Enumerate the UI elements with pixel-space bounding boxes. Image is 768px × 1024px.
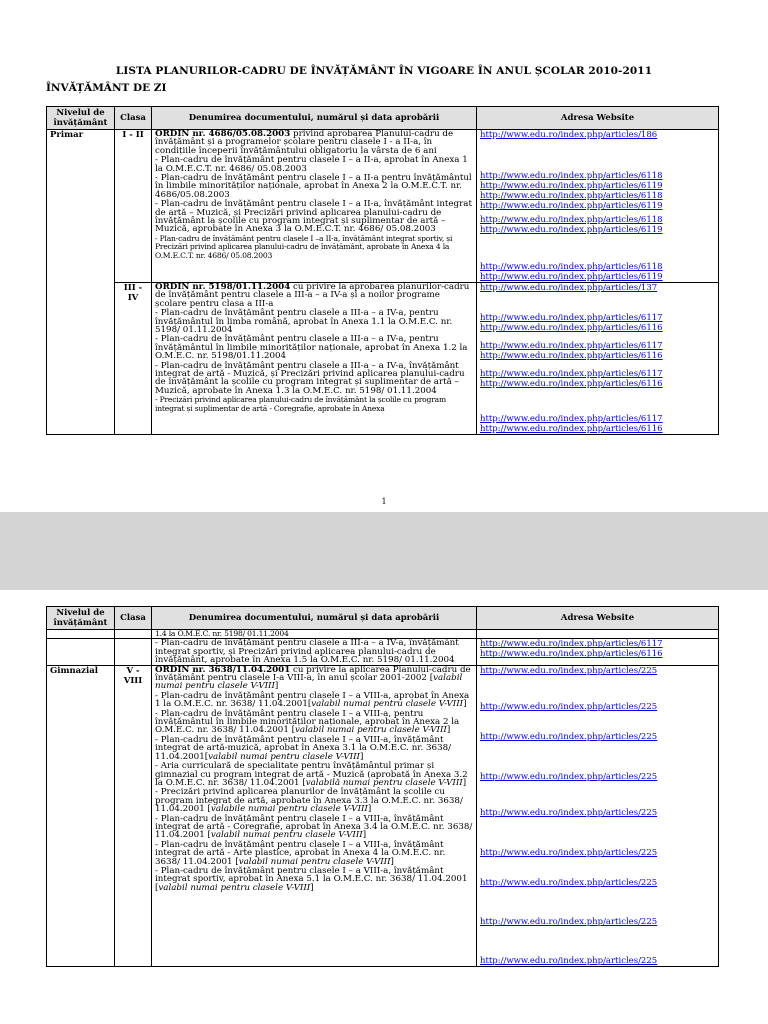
class-cell [115, 639, 152, 665]
document-subtitle: ÎNVĂȚĂMÂNT DE ZI [46, 82, 167, 94]
website-link[interactable]: http://www.edu.ro/index.php/articles/225 [480, 771, 658, 782]
class-cell: V - VIII [115, 665, 152, 966]
website-link[interactable]: http://www.edu.ro/index.php/articles/225 [480, 807, 658, 818]
header-level: Nivelul de învățământ [47, 107, 115, 130]
list-item: - Plan-cadru de învățământ pentru clasele a III-a – a IV-a, pentru învățământul în limbile minorităților naționale, aprobat în Anexa 1.2 la O.M.E.C. nr. 5198/01.11.2004 [155, 334, 468, 362]
item-text: - Plan-cadru de învățământ pentru clasele I – a VIII-a, învățământ integrat de artă - Coregrafie, aprobat în Anexa 3.4 la O.M.E.C. nr. 3638/ 11.04.2001 [ [155, 813, 473, 841]
header-document: Denumirea documentului, numărul și data aprobării [152, 607, 477, 630]
bracket: ] [367, 804, 372, 815]
document-cell [152, 665, 477, 966]
website-link[interactable]: http://www.edu.ro/index.php/articles/6118 [480, 262, 663, 272]
validity-note: valabil numai pentru clasele V-VIII [238, 856, 391, 867]
list-item [155, 283, 473, 308]
website-link[interactable]: http://www.edu.ro/index.php/articles/6117 [480, 313, 663, 323]
list-item [155, 666, 473, 691]
header-website: Adresa Website [477, 107, 719, 130]
website-link[interactable]: http://www.edu.ro/index.php/articles/225 [480, 701, 658, 712]
curriculum-table-page-2 [46, 606, 719, 967]
website-link[interactable]: http://www.edu.ro/index.php/articles/6119 [480, 272, 663, 282]
bracket: ] [462, 777, 467, 788]
list-item: - Plan-cadru de învățământ pentru clasele a III-a – a IV-a, învățământ integrat de artă - Muzică, și Precizări privind aplicarea planului-cadru de învățământ la școlile cu program integrat și suplimentar de artă – Muzică, aprobate în Anexa 1.3 la O.M.E.C. nr. 5198/ 01.11.2004 [155, 360, 465, 396]
order-description: cu privire la aplicarea Planului-cadru de învățământ pentru clasele I-a VIII-a, în anul școlar 2001-2002 [ [155, 664, 471, 684]
website-link[interactable]: http://www.edu.ro/index.php/articles/186 [480, 130, 658, 140]
list-item: - Plan-cadru de învățământ pentru clasele I – a II-a, aprobat în Anexa 1 la O.M.E.C.T. nr. 4686/ 05.08.2003 [155, 155, 468, 174]
list-item: - Plan-cadru de învățământ pentru clasele I –a II-a, învățământ integrat sportiv, și Precizări privind aplicarea planului-cadru de învățământ, aprobate în Anexa 4 la O.M.E.C.T. nr. 4686/ 05.08.2003 [155, 233, 453, 260]
curriculum-table-page-1 [46, 106, 719, 435]
list-item [155, 692, 473, 709]
header-class: Clasa [115, 107, 152, 130]
order-description: cu privire la aprobarea planurilor-cadru de învățământ pentru clasele a III-a – a IV-a și a noilor programe școlare pentru clasa a III-a [155, 282, 470, 309]
website-cell [477, 130, 719, 283]
table-row [47, 665, 719, 966]
page-number: 1 [381, 497, 387, 506]
list-item [155, 762, 473, 787]
website-link[interactable]: http://www.edu.ro/index.php/articles/6116 [480, 649, 663, 660]
website-link[interactable]: http://www.edu.ro/index.php/articles/225 [480, 877, 658, 888]
validity-note: valabile numai pentru clasele V-VIII [210, 804, 368, 815]
document-cell [152, 639, 477, 665]
website-link[interactable]: http://www.edu.ro/index.php/articles/6116 [480, 424, 663, 434]
website-link[interactable]: http://www.edu.ro/index.php/articles/225 [480, 916, 658, 927]
validity-note: valabil numai pentru clasele V-VIII [210, 830, 363, 841]
header-document: Denumirea documentului, numărul și data aprobării [152, 107, 477, 130]
item-text: - Plan-cadru de învățământ pentru clasele I – a VIII-a, aprobat în Anexa 1 la O.M.E.C. nr. 3638/ 11.04.2001[ [155, 690, 470, 710]
website-link[interactable]: http://www.edu.ro/index.php/articles/6118 [480, 215, 663, 225]
table-row [47, 283, 719, 435]
validity-note: valabil numai pentru clasele V-VIII [311, 699, 464, 710]
website-cell [477, 639, 719, 665]
class-cell [115, 630, 152, 639]
bracket: ] [274, 681, 279, 692]
bracket: ] [310, 882, 314, 893]
bracket: ] [446, 725, 451, 736]
table-row [47, 130, 719, 283]
table-header-row [47, 107, 719, 130]
header-class: Clasa [115, 607, 152, 630]
item-text: - Plan-cadru de învățământ pentru clasele I – a VIII-a, învățământ integrat de artă - Arte plastice, aprobat în Anexa 4 la O.M.E.C. nr. 3638/ 11.04.2001 [ [155, 839, 446, 867]
bracket: ] [359, 751, 364, 762]
list-item [155, 841, 473, 866]
website-link[interactable]: http://www.edu.ro/index.php/articles/137 [480, 283, 658, 293]
website-cell [477, 283, 719, 435]
list-item: - Plan-cadru de învățământ pentru clasele I – a II-a pentru învățământul în limbile minorităților naționale, aprobat în Anexa 2 la O.M.E.C.T. nr. 4686/05.08.2003 [155, 173, 472, 200]
document-cell [152, 130, 477, 283]
order-title: ORDIN nr. 3638/11.04.2001 [155, 664, 291, 675]
item-text: - Plan-cadru de învățământ pentru clasele I – a VIII-a, învățământ integrat sportiv, aprobat în Anexa 5.1 la O.M.E.C. nr. 3638/ 11.04.2001 [ [155, 865, 468, 893]
class-cell: III - IV [115, 283, 152, 435]
list-item [155, 130, 473, 155]
level-cell [47, 630, 115, 639]
order-title: ORDIN nr. 4686/05.08.2003 [155, 129, 291, 139]
validity-note: valabil numai pentru clasele V-VIII [155, 673, 463, 692]
level-cell-primar: Primar [47, 130, 115, 435]
list-item [155, 788, 473, 813]
item-text: - Plan-cadru de învățământ pentru clasele I – a VIII-a, învățământ integrat de artă-muzică, aprobat în Anexa 3.1 la O.M.E.C. nr. 3638/ 11.04.2001[ [155, 734, 452, 762]
class-cell: I - II [115, 130, 152, 283]
website-link[interactable]: http://www.edu.ro/index.php/articles/225 [480, 731, 658, 742]
website-link[interactable]: http://www.edu.ro/index.php/articles/6116 [480, 379, 663, 389]
item-text: - Precizări privind aplicarea planurilor de învățământ la școlile cu program integrat de artă, aprobate în Anexa 3.3 la O.M.E.C. nr. 3638/ 11.04.2001 [ [155, 787, 463, 815]
website-link[interactable]: http://www.edu.ro/index.php/articles/6119 [480, 225, 663, 235]
website-link[interactable]: http://www.edu.ro/index.php/articles/6117 [480, 414, 663, 424]
website-link[interactable]: http://www.edu.ro/index.php/articles/225 [480, 955, 658, 966]
bracket: ] [463, 699, 467, 710]
bracket: ] [390, 856, 394, 867]
list-item: - Precizări privind aplicarea planului-cadru de învățământ la școlile cu program integrat și suplimentar de artă - Coregrafie, aprobate în Anexa [155, 395, 446, 413]
table-header-row [47, 607, 719, 630]
validity-note: valabilă numai pentru clasele V-VIII [305, 777, 463, 788]
website-link[interactable]: http://www.edu.ro/index.php/articles/6118 [480, 191, 663, 201]
website-link[interactable]: http://www.edu.ro/index.php/articles/6117 [480, 369, 663, 379]
list-item [155, 710, 473, 735]
list-item: - Plan-cadru de învățământ pentru clasele a III-a – a IV-a, pentru învățământul în limba română, aprobat în Anexa 1.1 la O.M.E.C. nr. 5198/ 01.11.2004 [155, 308, 453, 336]
list-item: 1.4 la O.M.E.C. nr. 5198/ 01.11.2004 [155, 629, 289, 638]
website-cell [477, 630, 719, 639]
header-website: Adresa Website [477, 607, 719, 630]
website-cell [477, 665, 719, 966]
level-cell [47, 639, 115, 665]
website-link[interactable]: http://www.edu.ro/index.php/articles/6119 [480, 201, 663, 211]
website-link[interactable]: http://www.edu.ro/index.php/articles/6118 [480, 171, 663, 181]
level-cell-gimnazial: Gimnazial [47, 665, 115, 966]
website-link[interactable]: http://www.edu.ro/index.php/articles/6116 [480, 351, 663, 361]
validity-note: valabil numai pentru clasele V-VIII [208, 751, 360, 762]
validity-note: valabil numai pentru clasele V-VIII [295, 725, 447, 736]
table-row [47, 639, 719, 665]
document-cell [152, 283, 477, 435]
item-text: - Plan-cadru de învățământ pentru clasele I – a VIII-a, pentru învățământul în limbile minorităților naționale, aprobat în Anexa 2 la O.M.E.C. nr. 3638/ 11.04.2001 [ [155, 708, 460, 736]
website-link[interactable]: http://www.edu.ro/index.php/articles/6116 [480, 323, 663, 333]
order-title: ORDIN nr. 5198/01.11.2004 [155, 282, 291, 292]
order-description: privind aprobarea Planului-cadru de învățământ și a programelor școlare pentru clasele I - a II-a, în condițiile începerii învățământului obligatoriu la vârsta de 6 ani [155, 129, 454, 156]
website-link[interactable]: http://www.edu.ro/index.php/articles/225 [480, 847, 658, 858]
website-link[interactable]: http://www.edu.ro/index.php/articles/6119 [480, 181, 663, 191]
item-text: - Aria curriculară de specialitate pentru învățământul primar și gimnazial cu program integrat de artă - Muzică (aprobată în Anexa 3.2 la O.M.E.C. nr. 3638/ 11.04.2001 [ [155, 761, 468, 788]
website-link[interactable]: http://www.edu.ro/index.php/articles/6117 [480, 639, 663, 650]
validity-note: valabil numai pentru clasele V-VIII [158, 882, 311, 893]
document-title: LISTA PLANURILOR-CADRU DE ÎNVĂȚĂMÂNT ÎN VIGOARE ÎN ANUL ȘCOLAR 2010-2011 [115, 65, 653, 77]
bracket: ] [362, 830, 367, 841]
list-item: - Plan-cadru de învățământ pentru clasele a III-a – a IV-a, învățământ integrat sportiv, și Precizări privind aplicarea planului-cadru de învățământ, aprobate în Anexa 1.5 la O.M.E.C. nr. 5198/ 01.11.2004 [155, 638, 459, 666]
list-item [155, 736, 473, 761]
list-item [155, 815, 473, 840]
list-item [155, 867, 473, 892]
website-link[interactable]: http://www.edu.ro/index.php/articles/6117 [480, 341, 663, 351]
list-item: - Plan-cadru de învățământ pentru clasele I – a II-a, învățământ integrat de artă – Muzică, și Precizări privind aplicarea planului-cadru de învățământ la școlile cu program integrat și suplimentar de artă – Muzică, aprobate în Anexa 3 la O.M.E.C.T. nr. 4686/ 05.08.2003 [155, 199, 472, 235]
header-level: Nivelul de învățământ [47, 607, 115, 630]
document-page-2 [0, 590, 768, 1024]
website-link[interactable]: http://www.edu.ro/index.php/articles/225 [480, 665, 658, 676]
